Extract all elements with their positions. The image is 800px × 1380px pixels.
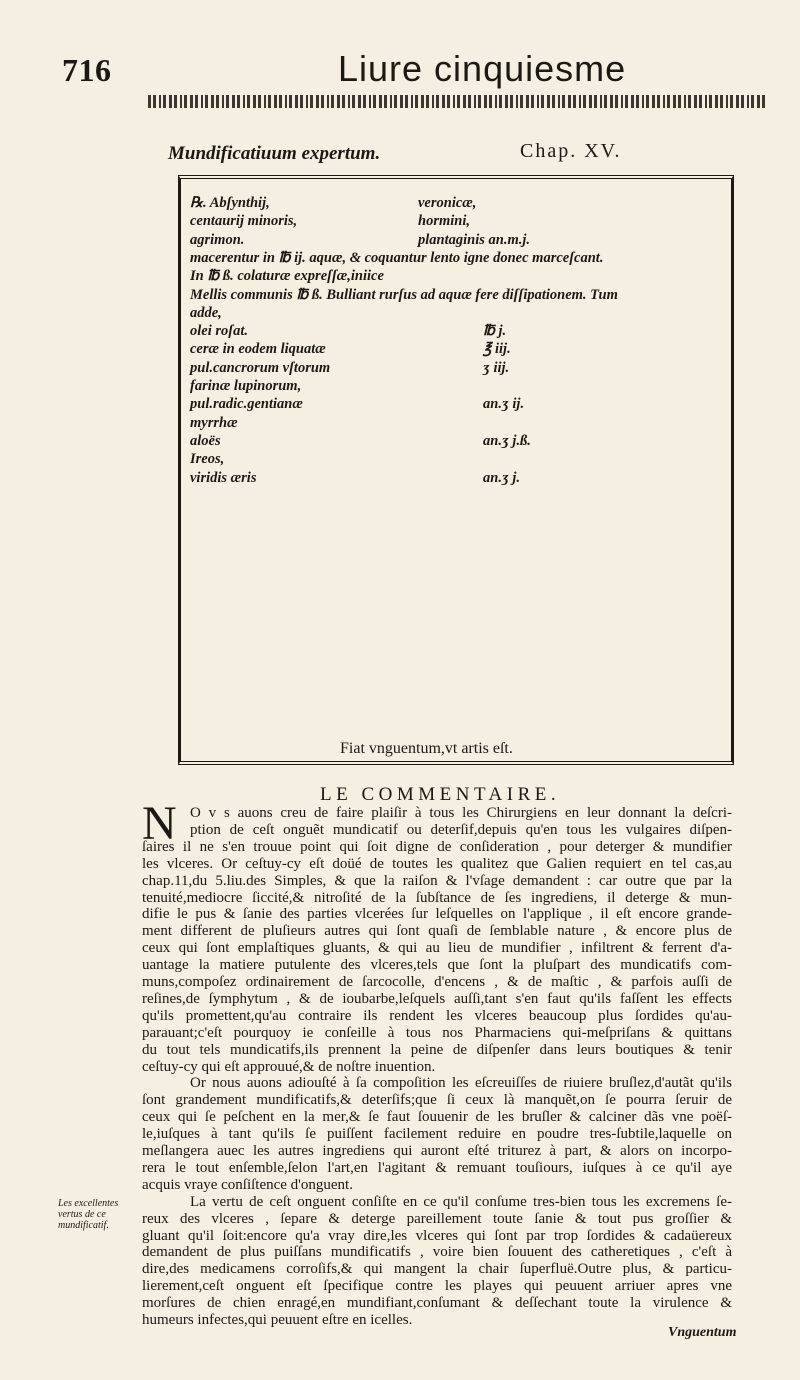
- commentary-line: ceux qui ſont emplaſtiques gluants, & qui au lieu de mundifier , infiltrent & ferrent d'a-: [142, 940, 732, 957]
- commentary-line: difie le pus & ſanie des parties vlcerées ſur leſquelles on l'applique , il eſt encore grande-: [142, 906, 732, 923]
- commentary-line: humeurs infectes,qui peuuent eſtre en icelles.: [142, 1312, 413, 1328]
- commentary-line: muns,compoſez ordinairement de ſarcocolle, d'encens , & de maſtic , & parfois auſſi de: [142, 974, 732, 990]
- page-number: 716: [62, 52, 112, 88]
- chapter-label: Chap. XV.: [520, 140, 622, 162]
- commentary-line: Or nous auons adiouſté à ſa compoſition les eſcreuiſſes de riuiere bruſlez,d'autãt qu'ils: [190, 1075, 732, 1092]
- recipe-line: macerentur in ℔ ij. aquæ, & coquantur lento igne donec marceſcant.: [190, 249, 604, 266]
- commentary-line: uantage la matiere putulente des vlceres,tels que ſont la pluſpart des mundicatifs com-: [142, 957, 732, 974]
- margin-note-line: mundificatif.: [58, 1220, 109, 1231]
- commentary-line: demandent de plus puiſſans mundificatifs , voire bien ſouuent des catheretiques , c'eſt à: [142, 1244, 732, 1261]
- commentary-line: morſures de chien enragé,en mundifiant,conſumant & deſſechant toute la virulence &: [142, 1295, 732, 1312]
- recipe-quantity: ʒ iij.: [483, 359, 510, 376]
- margin-note-line: Les excellentes: [58, 1198, 119, 1209]
- commentary-line: ceux qui ſe peſchent en la mer,& ſe faut ſouuenir de les bruſler & calciner dãs vne poëſ-: [142, 1109, 732, 1126]
- recipe-ingredient: aloës: [190, 432, 221, 449]
- recipe-quantity: veronicæ,: [418, 195, 477, 211]
- recipe-line: adde,: [190, 304, 222, 321]
- commentary-line: meſlangera auec les autres ingrediens qui auront eſté triturez à part, & alors on incorpo-: [142, 1143, 732, 1159]
- commentary-line: ſaires il ne s'en trouue point qui ſoit digne de conſideration , pour deterger & mundifier: [142, 838, 732, 855]
- commentary-line: reux des vlceres , ſepare & deterge pareillement toute ſanie & tout pus groſſier &: [142, 1210, 732, 1227]
- recipe-quantity: an.ʒ j.ß.: [483, 432, 531, 449]
- section-title: Mundificatiuum expertum.: [168, 143, 381, 164]
- commentary-line: O v s auons creu de faire plaiſir à tous les Chirurgiens en leur donnant la deſcri-: [190, 805, 732, 821]
- commentary-line: le,iuſques à tant qu'ils ſe puiſſent facilement reduire en poudre tres-ſubtile,laquelle on: [142, 1126, 732, 1143]
- commentary-line: ceſtuy-cy qui eſt approuué,& de noſtre inuention.: [142, 1058, 436, 1075]
- catchword: Vnguentum: [668, 1325, 737, 1340]
- ornamental-band: [148, 95, 768, 108]
- commentary-heading: LE COMMENTAIRE.: [320, 784, 561, 805]
- commentary-line: dire,des medicamens corroſifs,& qui mangent la chair ſuperfluë.Outre plus, & particu-: [142, 1261, 732, 1278]
- commentary-line: acquis vraye conſiſtence d'onguent.: [142, 1176, 353, 1193]
- commentary-line: les vlceres. Or ceſtuy-cy eſt doüé de toutes les qualitez que Galien requiert en tel cas,au: [142, 855, 732, 872]
- recipe-ingredient: farinæ lupinorum,: [190, 378, 302, 394]
- commentary-line: lierement,ceſt onguent eſt ſpecifique contre les playes qui peuuent arriuer apres vne: [142, 1278, 732, 1295]
- drop-cap: N: [142, 797, 177, 850]
- recipe-ingredient: agrimon.: [190, 231, 245, 248]
- recipe-ingredient: viridis æris: [190, 469, 257, 486]
- recipe-ingredient: Ireos,: [190, 451, 225, 468]
- commentary-line: rera le tout enſemble,ſelon l'art,en l'agitant & remuant touſiours, iuſques à ce qu'il aye: [142, 1159, 732, 1176]
- recipe-ingredient: pul.radic.gentianæ: [190, 396, 303, 413]
- recipe-ingredient: olei roſat.: [190, 323, 248, 340]
- commentary-line: chap.11,du 5.liu.des Simples, & que la raiſon & l'vſage demandent : car outre que par la: [142, 872, 732, 889]
- recipe-ingredient: myrrhæ: [190, 414, 238, 431]
- recipe-line: Mellis communis ℔ ß. Bulliant rurſus ad aquæ fere diſſipationem. Tum: [190, 286, 618, 303]
- recipe-ingredient: ℞. Abſynthij,: [190, 195, 270, 211]
- recipe-quantity: hormini,: [418, 213, 470, 230]
- recipe-ingredient: ceræ in eodem liquatæ: [190, 341, 326, 358]
- recipe-quantity: ℔ j.: [483, 323, 507, 340]
- commentary-line: reſines,de ſymphytum , & de ioubarbe,leſquels auſſi,tant s'en faut qu'ils faſſent les effects: [142, 990, 732, 1007]
- commentary-line: ment different de pluſieurs autres qui ſont quaſi de ſemblable nature , & encore plus de: [142, 923, 732, 940]
- commentary-line: ption de ceſt onguẽt mundicatif ou deterſif,depuis qu'en tous les vulgaires diſpen-: [190, 821, 732, 838]
- commentary-line: gluant qu'il ſoit:encore qu'a vray dire,les vlceres qui ſont par trop ſordides & cadaüereux: [142, 1227, 732, 1244]
- recipe-ingredient: pul.cancrorum vſtorum: [190, 359, 331, 376]
- commentary-line: qu'ils promettent,qu'au contraire ils rendent les vlceres beaucoup plus ſordides qu'au-: [142, 1007, 732, 1024]
- recipe-quantity: plantaginis an.m.j.: [418, 231, 531, 248]
- recipe-line: In ℔ ß. colaturæ expreſſæ,iniice: [190, 268, 384, 285]
- commentary-line: parauant;c'eſt pourquoy ie conſeille à tous nos Pharmaciens qui-meſpriſans & quittans: [142, 1024, 732, 1041]
- commentary-line: ſont grandement mundificatifs,& deterſifs;que ſi ceux là manquẽt,on ſe pourra ſeruir de: [142, 1092, 732, 1109]
- recipe-closing: Fiat vnguentum,vt artis eſt.: [340, 740, 513, 757]
- commentary-line: tenuité,mediocre ſiccité,& nitroſité de la ſubſtance de ſes ingrediens, il deterge & mun-: [142, 889, 732, 906]
- recipe-ingredient: centaurij minoris,: [190, 213, 298, 230]
- recipe-quantity: ℥ iij.: [483, 341, 511, 358]
- recipe-quantity: an.ʒ j.: [483, 469, 521, 486]
- commentary-line: du tout tels mundicatifs,ils prennent la peine de diſpenſer dans leurs boutiques & tenir: [142, 1041, 732, 1058]
- running-title: Liure cinquiesme: [338, 48, 627, 89]
- commentary-line: La vertu de ceſt onguent conſiſte en ce qu'il conſume tres-bien tous les excremens ſe-: [190, 1193, 732, 1210]
- margin-note-line: vertus de ce: [58, 1209, 106, 1220]
- recipe-quantity: an.ʒ ij.: [483, 396, 525, 413]
